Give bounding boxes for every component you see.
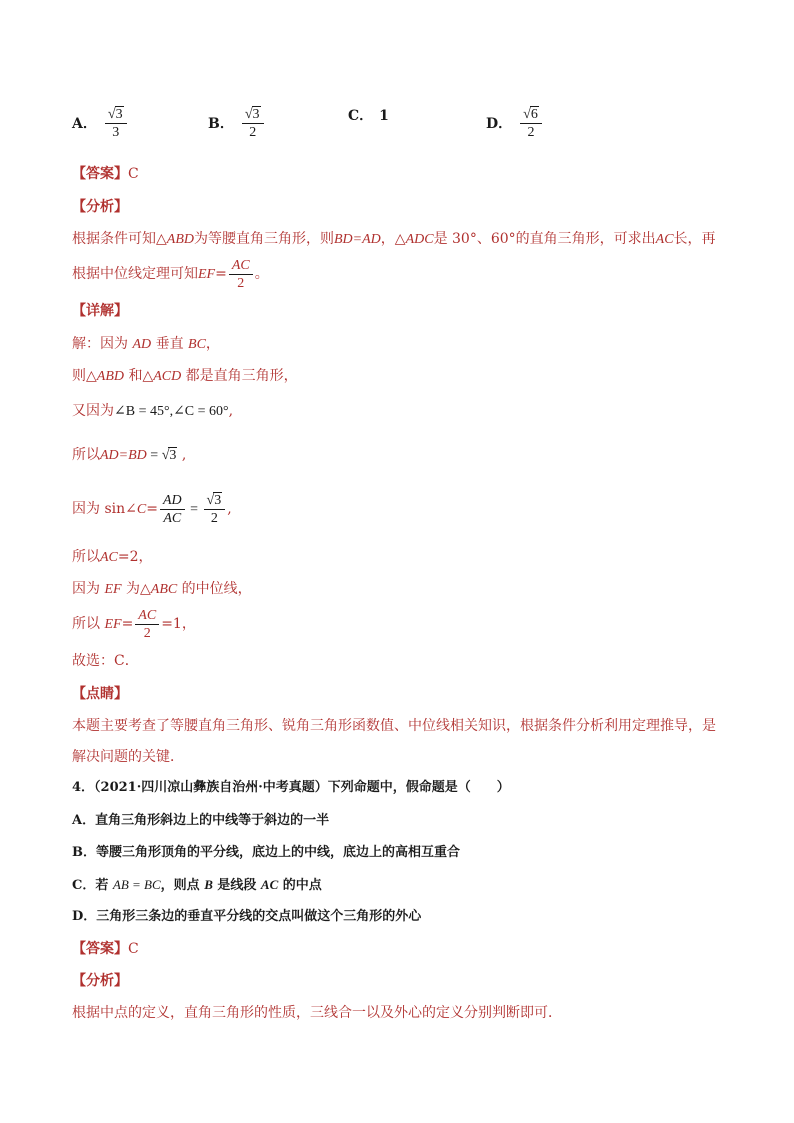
q4-analysis-text: 根据中点的定义，直角三角形的性质，三线合一以及外心的定义分别判断即可．: [72, 1005, 562, 1021]
option-label: D．: [486, 115, 513, 132]
answer-value: C: [128, 166, 139, 182]
detail-step-7: 因为 EF 为△ABC 的中位线，: [72, 581, 252, 597]
option-d: [486, 106, 544, 141]
detail-step-5: 因为 sin∠C= $\frac{AD}{AC}$ = $\frac{√3}{2}$ ,: [72, 492, 232, 526]
comment-text-1: 本题主要考查了等腰直角三角形、锐角三角形函数值、中位线相关知识，根据条件分析利用定理推导，是: [72, 718, 716, 734]
answer-tag: 【答案】: [72, 941, 128, 957]
detail-step-9: 故选：C．: [72, 653, 139, 669]
detail-step-3: 又因为∠B = 45°,∠C = 60°,: [72, 403, 234, 419]
comment-tag: 【点睛】: [72, 686, 128, 702]
analysis-text-2: 根据中位线定理可知EF= $\frac{AC}{2}$ 。: [72, 257, 269, 291]
analysis-tag: 【分析】: [72, 199, 128, 215]
option-label: A．: [72, 115, 97, 132]
answer-tag: 【答案】: [72, 166, 128, 182]
q4-option-b: B．等腰三角形顶角的平分线，底边上的中线，底边上的高相互重合: [72, 845, 460, 860]
question-title: 4．（2021·四川凉山彝族自治州·中考真题）下列命题中，假命题是（ ）: [72, 780, 510, 795]
q4-option-d: D．三角形三条边的垂直平分线的交点叫做这个三角形的外心: [72, 909, 422, 924]
fraction: $\frac{√3}{3}$: [105, 106, 127, 141]
analysis-text-1: 根据条件可知△ABD为等腰直角三角形，则BD=AD，△ADC是 30°、60°的直角三角形，可求出AC长，再: [72, 231, 716, 247]
fraction: $\frac{√3}{2}$: [242, 106, 264, 141]
q4-answer-line: [72, 939, 139, 959]
option-value: 1: [379, 108, 389, 124]
detail-tag: 【详解】: [72, 303, 128, 319]
q4-option-a: A．直角三角形斜边上的中线等于斜边的一半: [72, 813, 330, 828]
fraction: $\frac{AD}{AC}$: [160, 492, 185, 527]
fraction: $\frac{AC}{2}$: [135, 607, 159, 642]
option-label: C．: [348, 108, 374, 124]
detail-step-6: 所以AC=2，: [72, 549, 153, 565]
fraction: $\frac{√3}{2}$: [204, 492, 226, 527]
detail-step-2: 则△ABD 和△ACD 都是直角三角形，: [72, 368, 298, 384]
option-b: [208, 106, 266, 141]
detail-step-4: 所以AD=BD = √3 ,: [72, 447, 187, 463]
comment-text-2: 解决问题的关键．: [72, 749, 184, 765]
detail-step-1: 解：因为 AD 垂直 BC，: [72, 336, 220, 352]
answer-line: [72, 164, 139, 184]
q4-option-c: C．若 AB = BC，则点 B 是线段 AC 的中点: [72, 877, 322, 893]
option-a: [72, 106, 129, 141]
detail-step-8: 所以 EF= $\frac{AC}{2}$ =1，: [72, 607, 196, 641]
fraction: $\frac{AC}{2}$: [229, 257, 253, 292]
answer-value: C: [128, 941, 139, 957]
option-label: B．: [208, 115, 234, 132]
sqrt: √3: [161, 448, 177, 463]
q4-analysis-tag: 【分析】: [72, 973, 128, 989]
fraction: $\frac{√6}{2}$: [520, 106, 542, 141]
option-c: [348, 106, 389, 126]
